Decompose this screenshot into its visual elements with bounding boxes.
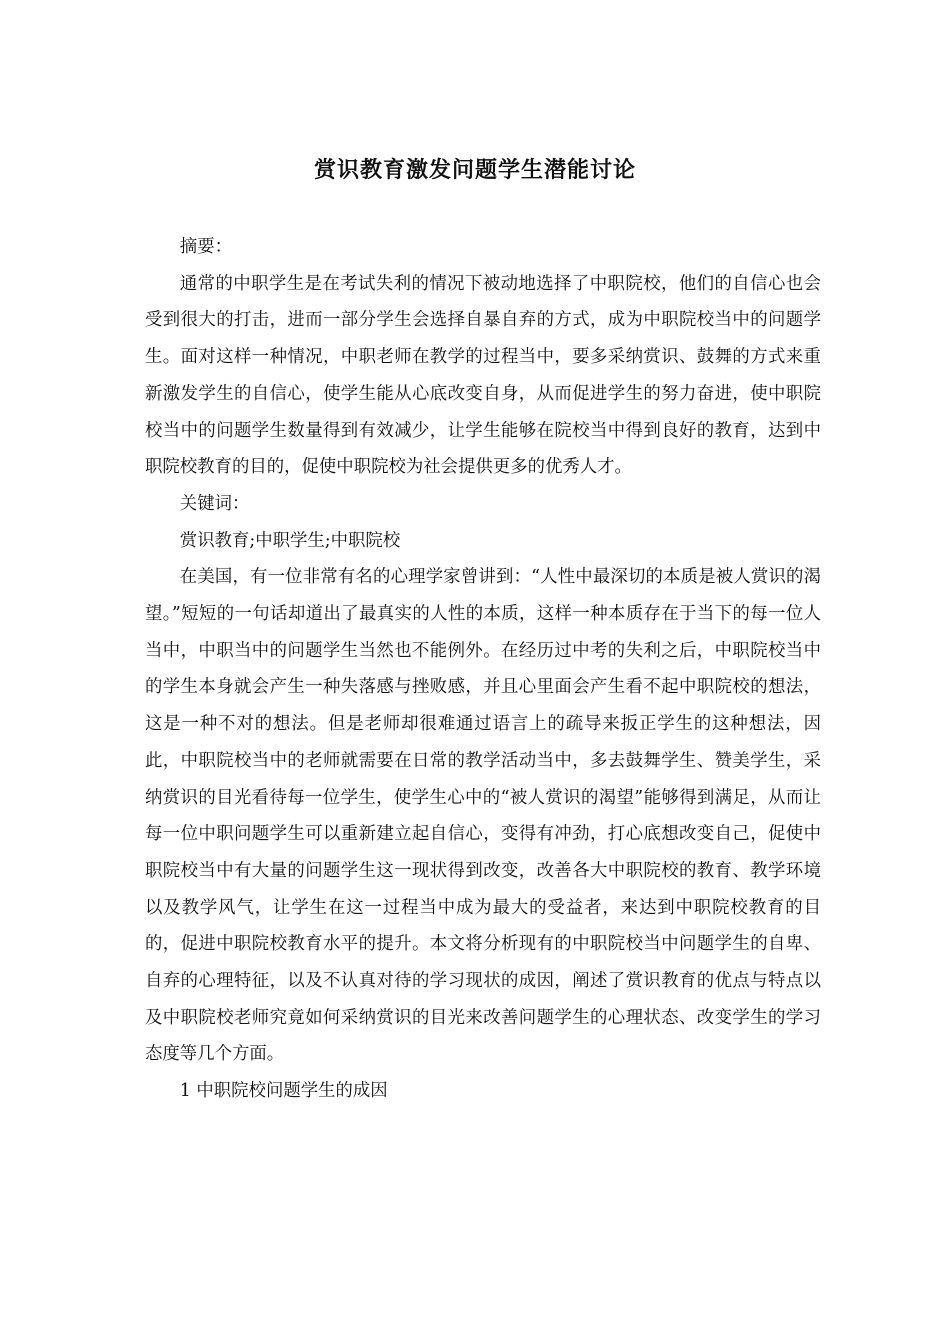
intro-paragraph: 在美国，有一位非常有名的心理学家曾讲到：“人性中最深切的本质是被人赏识的渴望。”短短的一句话却道出了最真实的人性的本质，这样一种本质存在于当下的每一位人当中，中职当中的问题学生当然也不能例外。在经历过中考的失利之后，中职院校当中的学生本身就会产生一种失落感与挫败感，并且心里面会产生看不起中职院校的想法，这是一种不对的想法。但是老师却很难通过语言上的疏导来扳正学生的这种想法，因此，中职院校当中的老师就需要在日常的教学活动当中，多去鼓舞学生、赞美学生，采纳赏识的目光看待每一位学生，使学生心中的“被人赏识的渴望”能够得到满足，从而让每一位中职问题学生可以重新建立起自信心，变得有冲劲，打心底想改变自己，促使中职院校当中有大量的问题学生这一现状得到改变，改善各大中职院校的教育、教学环境以及教学风气，让学生在这一过程当中成为最大的受益者，来达到中职院校教育的目的，促进中职院校教育水平的提升。本文将分析现有的中职院校当中问题学生的自卑、自弃的心理特征，以及不认真对待的学习现状的成因，阐述了赏识教育的优点与特点以及中职院校老师究竟如何采纳赏识的目光来改善问题学生的心理状态、改变学生的学习态度等几个方面。 [145, 567, 821, 1065]
section-heading: 1 中职院校问题学生的成因 [179, 1081, 388, 1102]
abstract-paragraph: 通常的中职学生是在考试失利的情况下被动地选择了中职院校，他们的自信心也会受到很大的打击，进而一部分学生会选择自暴自弃的方式，成为中职院校当中的问题学生。面对这样一种情况，中职老师在教学的过程当中，要多采纳赏识、鼓舞的方式来重新激发学生的自信心，使学生能从心底改变自身，从而促进学生的努力奋进，使中职院校当中的问题学生数量得到有效减少，让学生能够在院校当中得到良好的教育，达到中职院校教育的目的，促使中职院校为社会提供更多的优秀人才。 [145, 273, 821, 478]
document-body [145, 229, 821, 1110]
keywords-label: 关键词： [179, 493, 250, 514]
keywords-list: 赏识教育;中职学生;中职院校 [179, 530, 401, 551]
abstract-label: 摘要： [179, 237, 232, 257]
document-title: 赏识教育激发问题学生潜能讨论 [313, 157, 636, 183]
